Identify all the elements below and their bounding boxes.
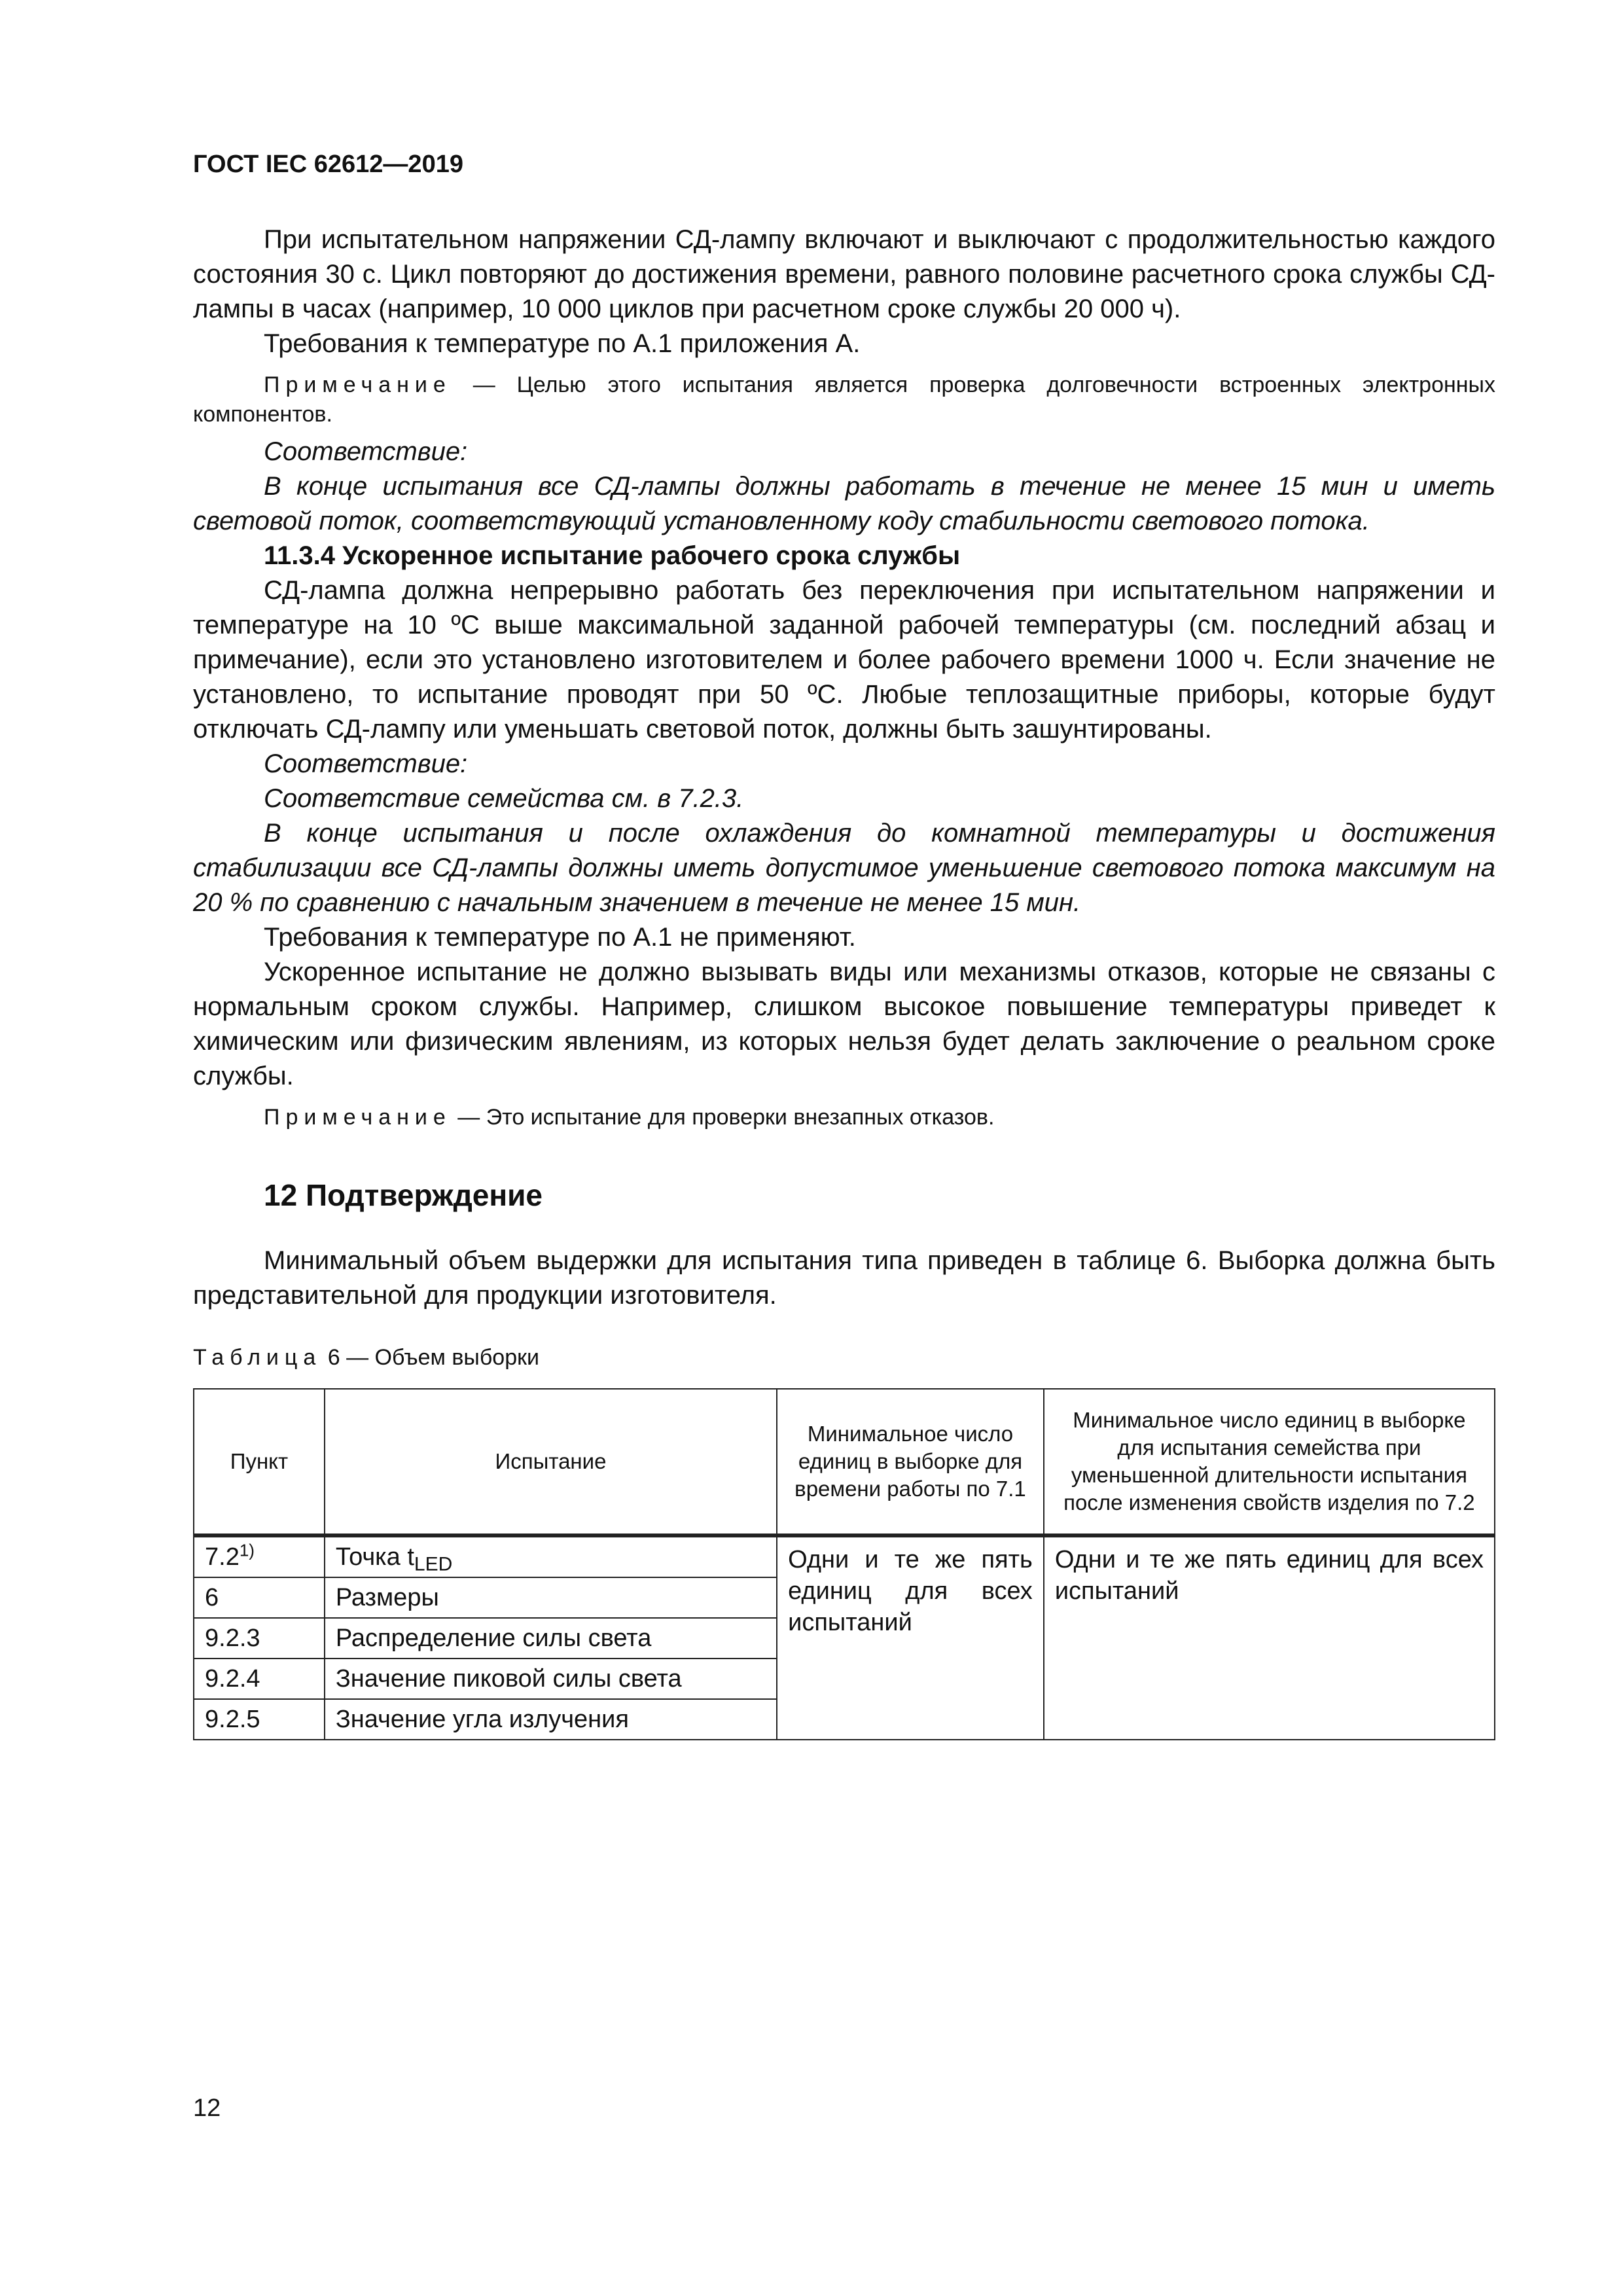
compliance-text: В конце испытания и после охлаждения до комнатной температуры и достижения стабилизации все СД-лампы должны иметь допустимое уменьшение светового потока максимум на 20 % по сравнению с начальным значением в течение не менее 15 мин. <box>193 819 1495 917</box>
page-number: 12 <box>193 2094 221 2122</box>
test-cell: Размеры <box>325 1577 777 1618</box>
standard-header: ГОСТ IEC 62612—2019 <box>193 151 463 178</box>
column-header: Испытание <box>325 1389 777 1535</box>
table-header-row <box>194 1389 1495 1535</box>
table-caption <box>193 1343 1495 1372</box>
compliance-label: Соответствие: <box>264 749 468 778</box>
note-text: — Это испытание для проверки внезапных отказов. <box>451 1105 995 1130</box>
test-text: Точка t <box>335 1543 414 1571</box>
paragraph: При испытательном напряжении СД-лампу включают и выключают с продолжительностью каждого состояния 30 с. Цикл повторяют до достижения времени, равного половине расчетного срока службы СД-лампы в часах (например, 10 000 циклов при расчетном сроке службы 20 000 ч). <box>193 225 1495 323</box>
clause-cell: 9.2.3 <box>194 1618 325 1659</box>
table-caption-text: 6 — Объем выборки <box>321 1345 539 1370</box>
note-text: — Целью этого испытания является проверка долговечности встроенных электронных компонентов. <box>193 372 1495 427</box>
column-header: Минимальное число единиц в выборке для времени работы по 7.1 <box>777 1389 1044 1535</box>
paragraph: Минимальный объем выдержки для испытания типа приведен в таблице 6. Выборка должна быть представительной для продукции изготовителя. <box>193 1246 1495 1310</box>
test-cell: Значение угла излучения <box>325 1699 777 1740</box>
test-subscript: LED <box>414 1553 453 1575</box>
compliance-family: Соответствие семейства см. в 7.2.3. <box>264 784 744 813</box>
table-caption-label: Таблица <box>193 1345 322 1370</box>
paragraph: Требования к температуре по А.1 не применяют. <box>264 923 856 952</box>
section-title: 12 Подтверждение <box>264 1178 543 1212</box>
note-label: Примечание <box>264 1105 452 1130</box>
clause-cell: 6 <box>194 1577 325 1618</box>
clause-cell: 9.2.5 <box>194 1699 325 1740</box>
test-cell: Распределение силы света <box>325 1618 777 1659</box>
paragraph: Требования к температуре по А.1 приложения А. <box>264 329 861 358</box>
note-label: Примечание <box>264 372 452 397</box>
clause-cell <box>194 1535 325 1577</box>
merged-cell-family-test: Одни и те же пять единиц для всех испытаний <box>1044 1535 1495 1740</box>
sample-size-table <box>193 1388 1495 1740</box>
subsection-title: 11.3.4 Ускоренное испытание рабочего срока службы <box>264 541 961 570</box>
test-cell <box>325 1535 777 1577</box>
footnote-mark: 1) <box>239 1540 255 1560</box>
column-header: Пункт <box>194 1389 325 1535</box>
column-header: Минимальное число единиц в выборке для испытания семейства при уменьшенной длительности испытания после изменения свойств изделия по 7.2 <box>1044 1389 1495 1535</box>
clause-cell: 9.2.4 <box>194 1659 325 1699</box>
page-content <box>193 223 1495 1740</box>
compliance-label: Соответствие: <box>264 437 468 466</box>
merged-cell-operating-time: Одни и те же пять единиц для всех испытаний <box>777 1535 1044 1740</box>
table-row <box>194 1535 1495 1577</box>
paragraph: Ускоренное испытание не должно вызывать виды или механизмы отказов, которые не связаны с нормальным сроком службы. Например, слишком высокое повышение температуры приведет к химическим или физическим явлениям, из которых нельзя будет делать заключение о реальном сроке службы. <box>193 958 1495 1090</box>
compliance-text: В конце испытания все СД-лампы должны работать в течение не менее 15 мин и иметь световой поток, соответствующий установленному коду стабильности светового потока. <box>193 472 1495 535</box>
paragraph: СД-лампа должна непрерывно работать без переключения при испытательном напряжении и температуре на 10 ºС выше максимальной заданной рабочей температуры (см. последний абзац и примечание), если это установлено изготовителем и более рабочего времени 1000 ч. Если значение не установлено, то испытание проводят при 50 ºС. Любые теплозащитные приборы, которые будут отключать СД-лампу или уменьшать световой поток, должны быть зашунтированы. <box>193 576 1495 744</box>
clause-text: 7.2 <box>205 1543 240 1571</box>
note <box>193 370 1495 429</box>
note <box>193 1103 1495 1132</box>
test-cell: Значение пиковой силы света <box>325 1659 777 1699</box>
